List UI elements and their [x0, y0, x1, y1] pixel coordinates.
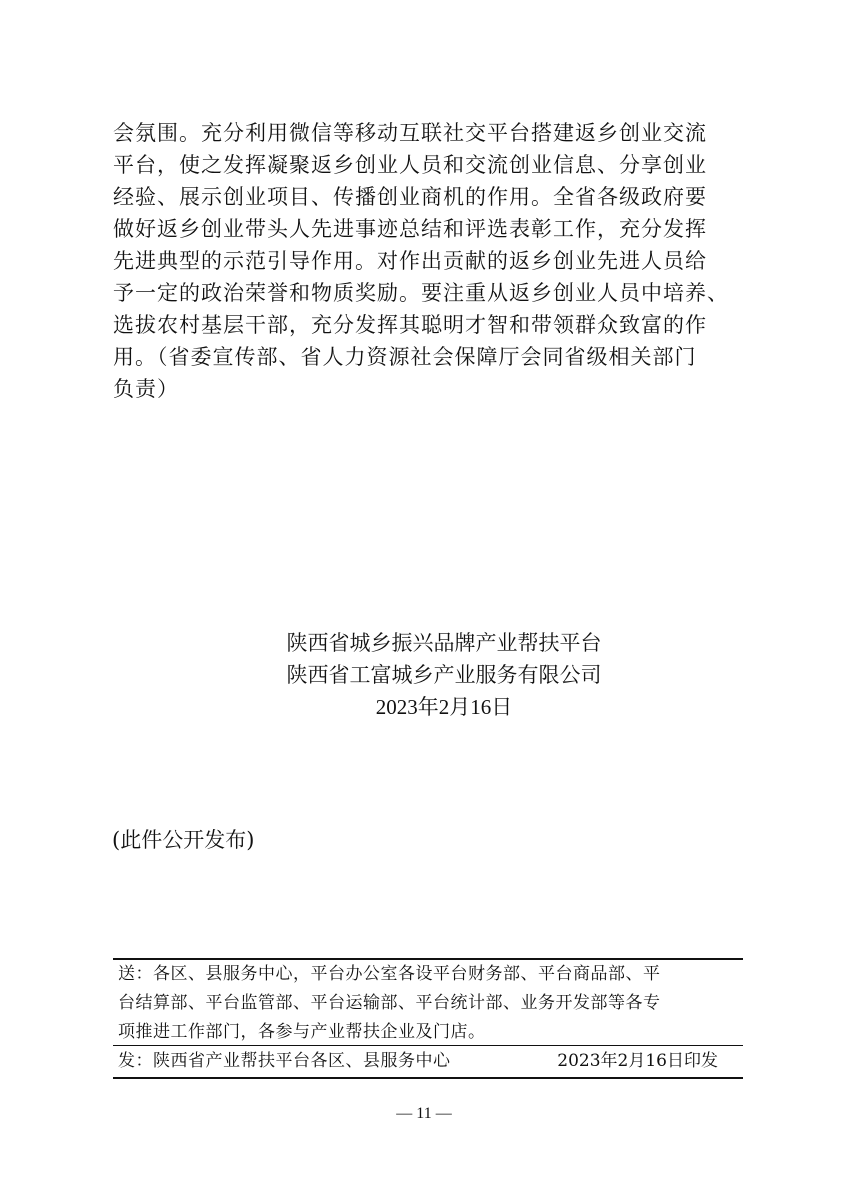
body-line: 负责）: [113, 377, 179, 401]
issuer: 发：陕西省产业帮扶平台各区、县服务中心: [118, 1051, 451, 1071]
signature-date: 2023年2月16日: [375, 695, 513, 719]
signature-org-1: 陕西省城乡振兴品牌产业帮扶平台: [286, 631, 602, 655]
divider-middle: [113, 1045, 743, 1046]
publication-note: (此件公开发布): [112, 828, 255, 852]
body-line: 做好返乡创业带头人先进事迹总结和评选表彰工作，充分发挥: [113, 217, 707, 241]
body-paragraph: [113, 117, 753, 405]
page-number: — 11 —: [396, 1105, 452, 1122]
distribution-line: 送：各区、县服务中心，平台办公室各设平台财务部、平台商品部、平: [118, 964, 661, 984]
issue-line: [118, 1047, 718, 1076]
distribution-list: [118, 960, 738, 1047]
distribution-line: 项推进工作部门，各参与产业帮扶企业及门店。: [118, 1022, 486, 1042]
body-line: 先进典型的示范引导作用。对作出贡献的返乡创业先进人员给: [113, 249, 707, 273]
body-line: 平台，使之发挥凝聚返乡创业人员和交流创业信息、分享创业: [113, 153, 707, 177]
body-line: 会氛围。充分利用微信等移动互联社交平台搭建返乡创业交流: [113, 121, 707, 145]
body-line: 予一定的政治荣誉和物质奖励。要注重从返乡创业人员中培养、: [113, 281, 729, 305]
signature-org-2: 陕西省工富城乡产业服务有限公司: [286, 663, 602, 687]
issue-date: 2023年2月16日印发: [557, 1051, 718, 1071]
divider-bottom: [113, 1077, 743, 1079]
signature-block: [0, 627, 848, 723]
body-line: 经验、展示创业项目、传播创业商机的作用。全省各级政府要: [113, 185, 707, 209]
body-line: 用。（省委宣传部、省人力资源社会保障厅会同省级相关部门: [113, 345, 697, 369]
body-line: 选拔农村基层干部，充分发挥其聪明才智和带领群众致富的作: [113, 313, 707, 337]
distribution-line: 台结算部、平台监管部、平台运输部、平台统计部、业务开发部等各专: [118, 993, 661, 1013]
